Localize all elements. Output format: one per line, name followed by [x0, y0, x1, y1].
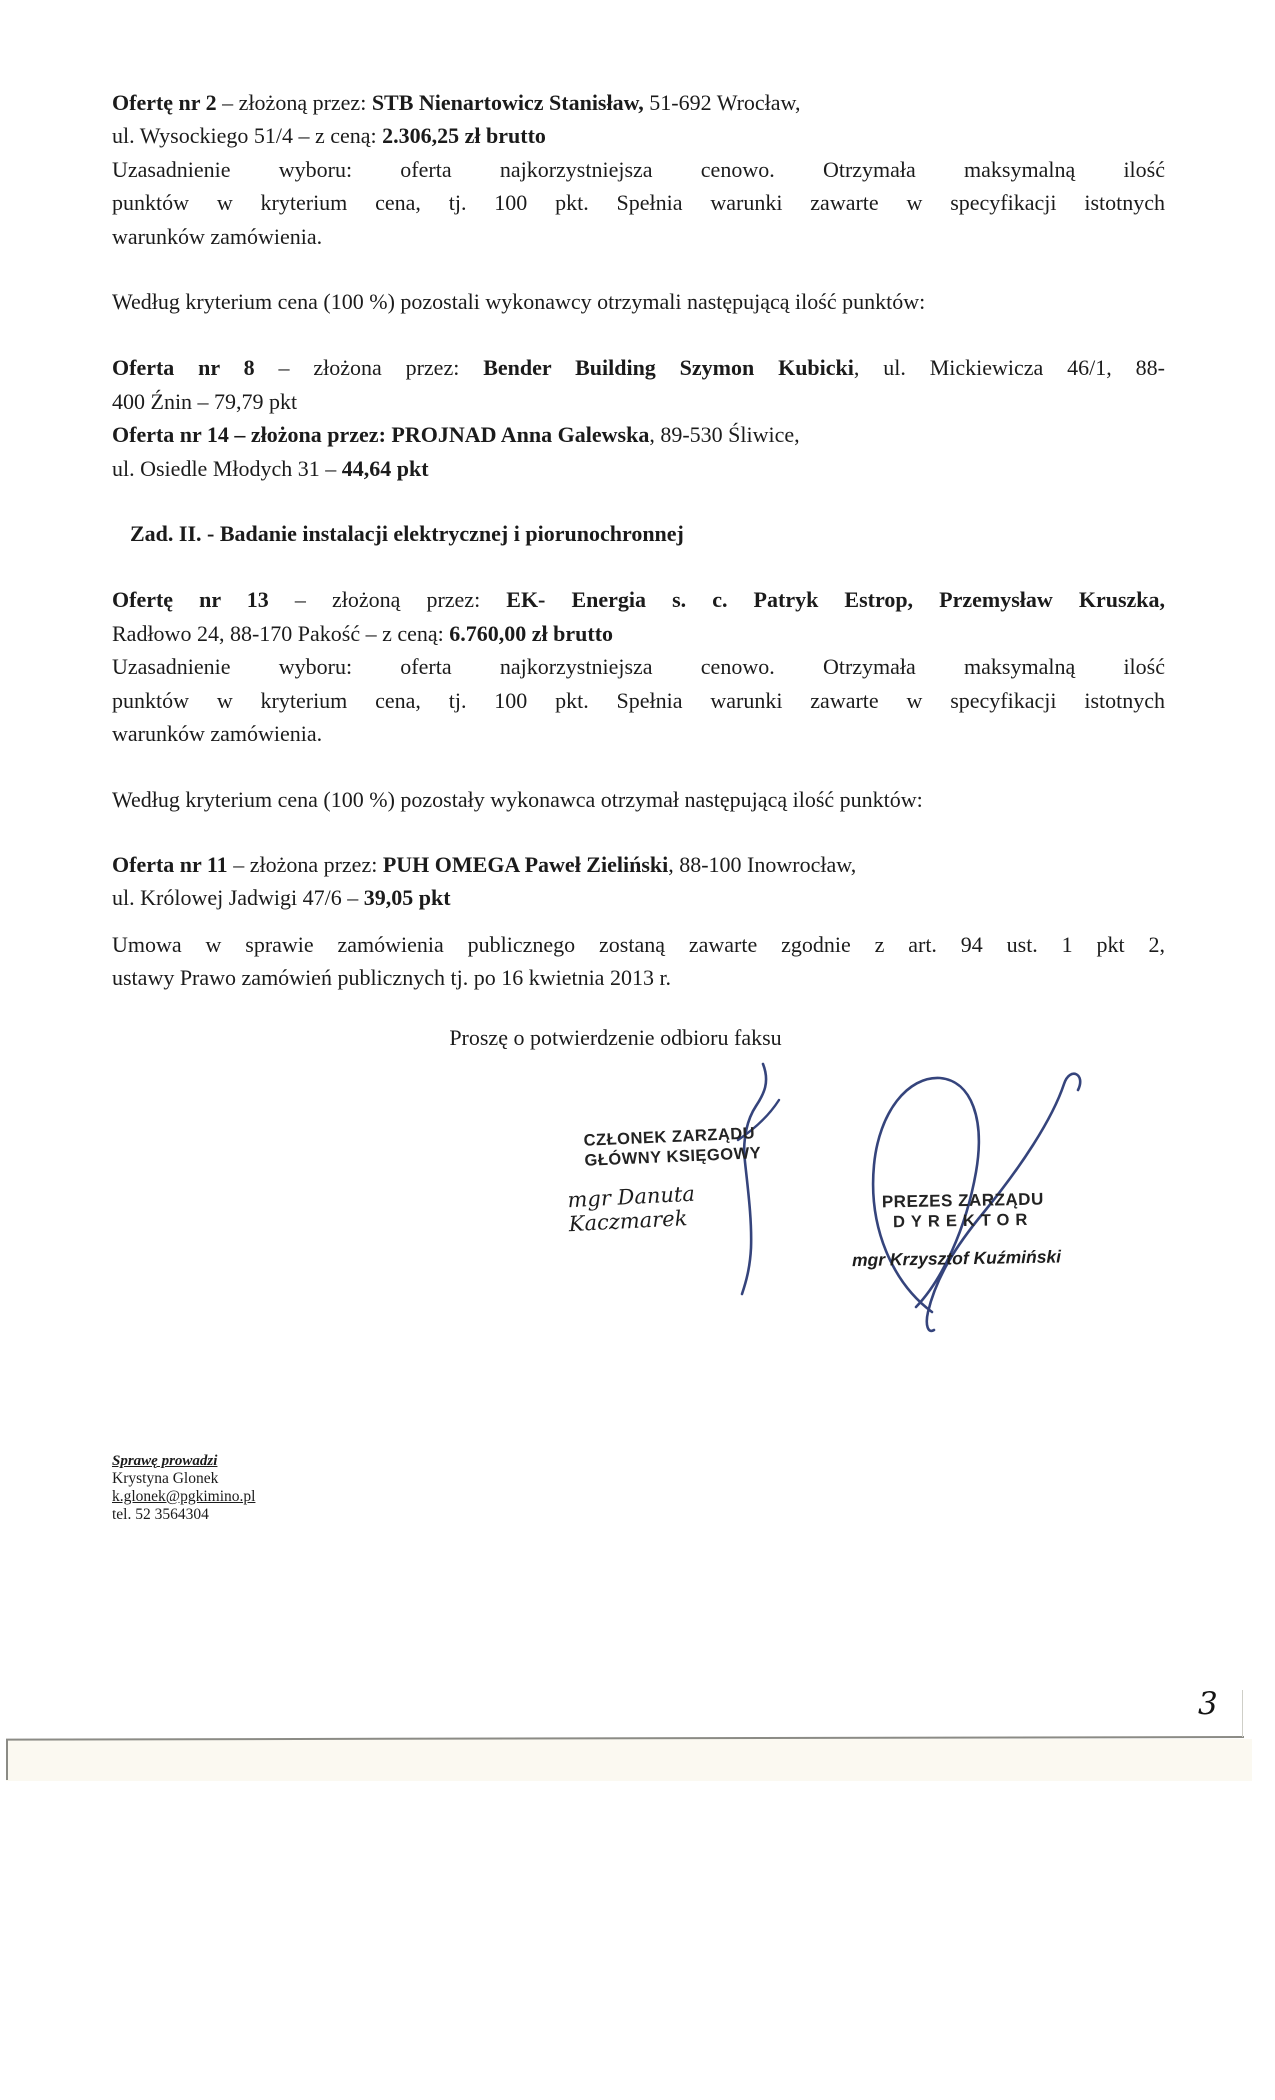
criteria-note-2: [112, 783, 1165, 816]
text-line: Radłowo 24, 88-170 Pakość – z ceną: 6.760,00 zł brutto: [112, 620, 614, 646]
text-line: ul. Wysockiego 51/4 – z ceną: 2.306,25 zł brutto: [112, 123, 546, 149]
task1-other-offers: [112, 351, 1165, 485]
stamp-left-role-2: GŁÓWNY KSIĘGOWY: [584, 1144, 762, 1170]
signature-name-right: mgr Krzysztof Kuźmiński: [851, 1246, 1062, 1271]
heading-task2: [112, 517, 1165, 550]
signature-name-left: mgr Danuta Kaczmarek: [566, 1181, 696, 1237]
text-line: Proszę o potwierdzenie odbioru faksu: [449, 1024, 782, 1050]
stamp-right-role-1: PREZES ZARZĄDU: [881, 1189, 1044, 1212]
handwritten-page-number: 3: [1198, 1686, 1218, 1722]
stamp-right-roles: [868, 1188, 1059, 1233]
case-handler-email: k.glonek@pgkimino.pl: [112, 1488, 256, 1505]
text-line: Ofertę nr 13 – złożoną przez: EK- Energia s. c. Patryk Estrop, Przemysław Kruszka,: [112, 587, 1165, 613]
text-line: Uzasadnienie wyboru: oferta najkorzystniejsza cenowo. Otrzymała maksymalną ilość: [112, 156, 1165, 182]
stamp-right-role-2: DYREKTOR: [892, 1210, 1034, 1232]
text-line: punktów w kryterium cena, tj. 100 pkt. Spełnia warunki zawarte w specyfikacji istotnych: [112, 190, 1165, 216]
text-line: Umowa w sprawie zamówienia publicznego zostaną zawarte zgodnie z art. 94 ust. 1 pkt 2,: [112, 931, 1165, 957]
criteria-note-1: [112, 285, 1165, 318]
offer-11-points: [112, 848, 1165, 915]
text-line: ul. Królowej Jadwigi 47/6 – 39,05 pkt: [112, 885, 451, 911]
text-line: Według kryterium cena (100 %) pozostały wykonawca otrzymał następującą ilość punktów:: [112, 786, 923, 812]
scan-bottom-strip: [6, 1739, 1252, 1781]
text-line: 400 Źnin – 79,79 pkt: [112, 388, 298, 414]
contract-note: [112, 928, 1165, 995]
case-handler-name: Krystyna Glonek: [112, 1470, 219, 1487]
paragraph-offer-2: [112, 86, 1165, 253]
text-line: Oferta nr 14 – złożona przez: PROJNAD Anna Galewska, 89-530 Śliwice,: [112, 422, 800, 448]
document-text-column: [112, 86, 1165, 1054]
page-right-edge-line: [1242, 1690, 1243, 1737]
case-handler-phone: tel. 52 3564304: [112, 1506, 209, 1523]
text-line: Oferta nr 8 – złożona przez: Bender Building Szymon Kubicki, ul. Mickiewicza 46/1, 88-: [112, 355, 1165, 381]
text-line: Oferta nr 11 – złożona przez: PUH OMEGA Paweł Zieliński, 88-100 Inowrocław,: [112, 851, 857, 877]
paragraph-offer-13: [112, 583, 1165, 750]
case-handler-block: [112, 1452, 255, 1524]
text-line: ul. Osiedle Młodych 31 – 44,64 pkt: [112, 455, 429, 481]
stamp-left-role-1: CZŁONEK ZARZĄDU: [583, 1124, 756, 1150]
fax-confirmation-note: [112, 1021, 1165, 1054]
case-handler-label: Sprawę prowadzi: [112, 1453, 218, 1469]
text-line: warunków zamówienia.: [112, 223, 323, 249]
text-line: warunków zamówienia.: [112, 721, 323, 747]
text-line: Ofertę nr 2 – złożoną przez: STB Nienartowicz Stanisław, 51-692 Wrocław,: [112, 90, 801, 115]
text-line: ustawy Prawo zamówień publicznych tj. po 16 kwietnia 2013 r.: [112, 965, 672, 991]
text-line: punktów w kryterium cena, tj. 100 pkt. Spełnia warunki zawarte w specyfikacji istotnych: [112, 687, 1165, 713]
page-left-edge-line: [6, 1739, 8, 1780]
text-line: Uzasadnienie wyboru: oferta najkorzystniejsza cenowo. Otrzymała maksymalną ilość: [112, 654, 1165, 680]
text-line: Zad. II. - Badanie instalacji elektrycznej i piorunochronnej: [130, 521, 684, 547]
text-line: Według kryterium cena (100 %) pozostali wykonawcy otrzymali następującą ilość punktów:: [112, 289, 926, 315]
